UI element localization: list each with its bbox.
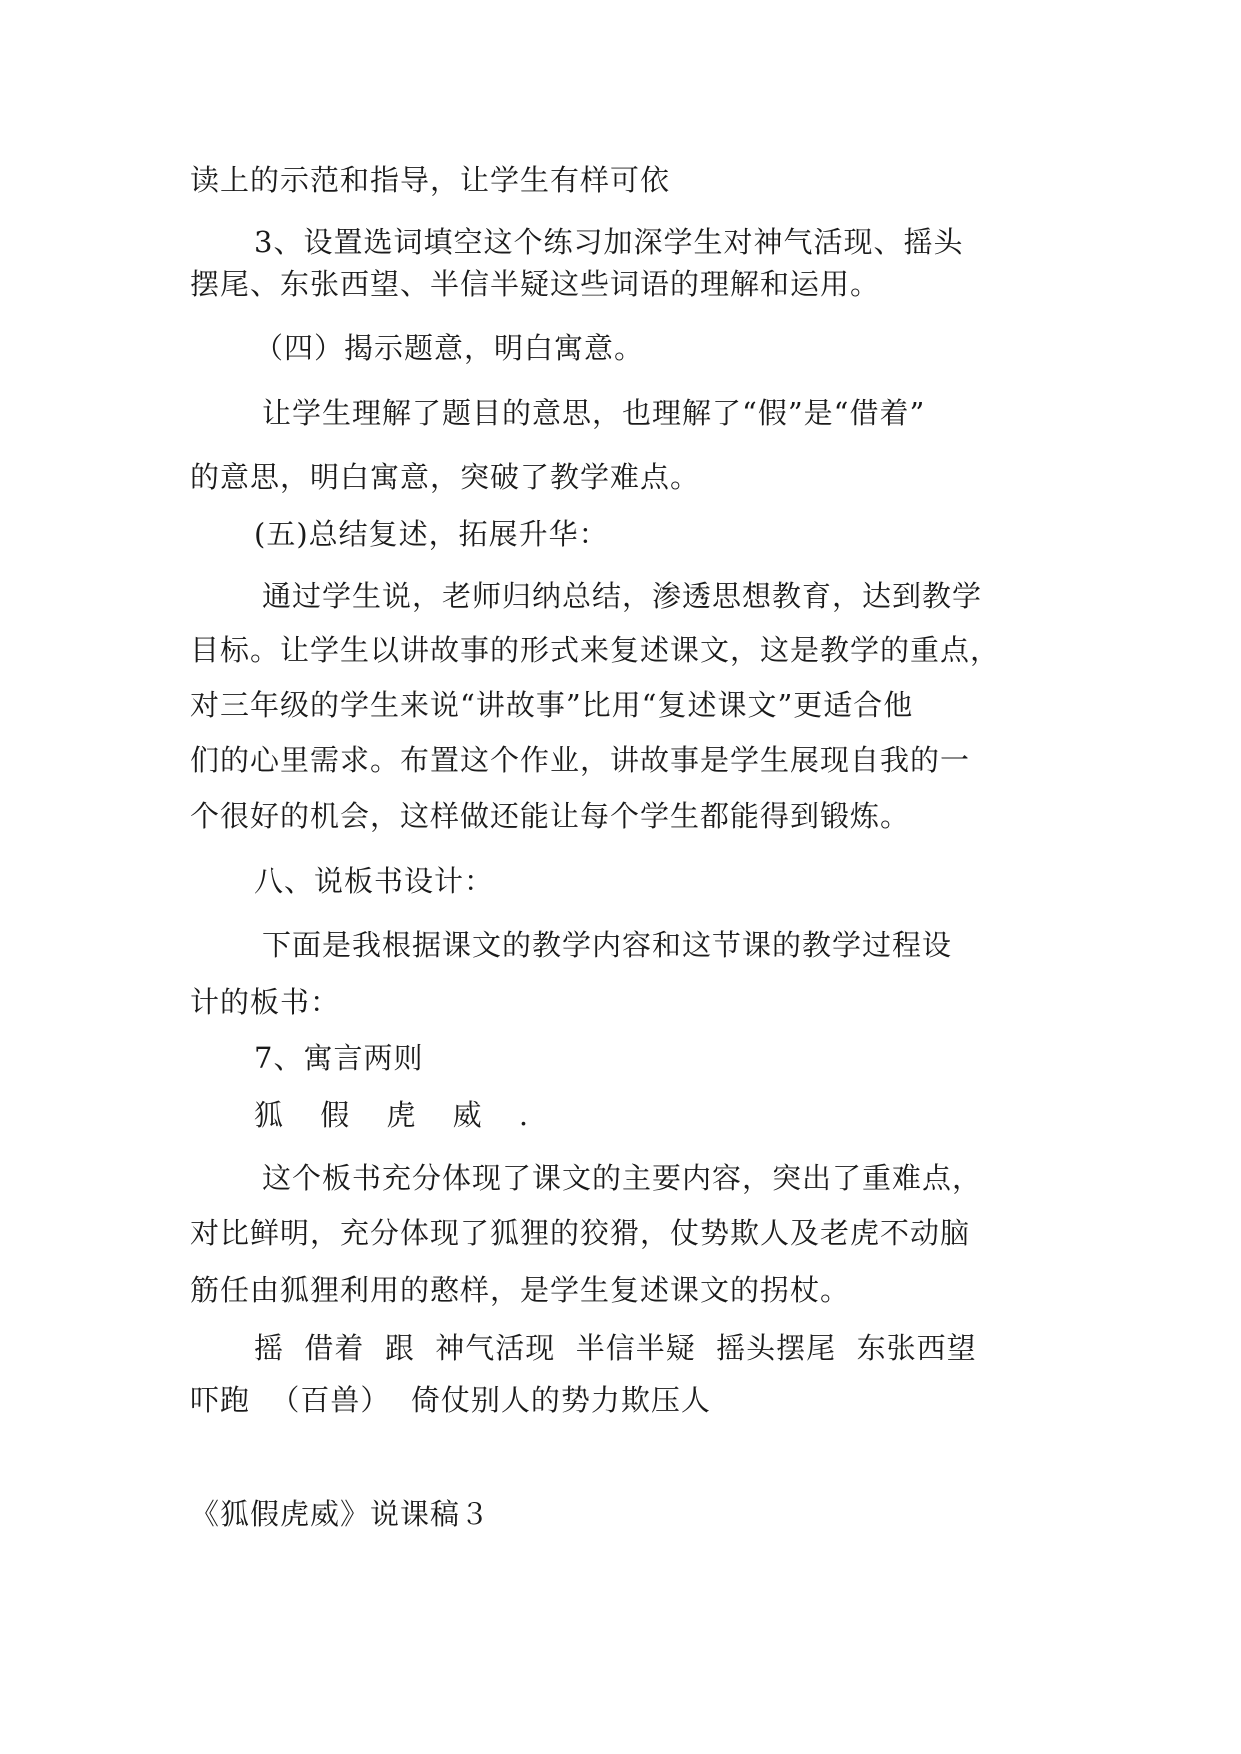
board-lesson-name: 狐 假 虎 威 . xyxy=(254,1098,543,1132)
section-heading-8: 八、说板书设计： xyxy=(254,864,495,898)
text-line-1: 读上的示范和指导，让学生有样可依 xyxy=(190,163,671,197)
board-keywords-2: 吓跑 （百兽） 倚仗别人的势力欺压人 xyxy=(190,1383,711,1417)
text-line-19: 对比鲜明，充分体现了狐狸的狡猾，仗势欺人及老虎不动脑 xyxy=(190,1216,971,1250)
board-title: 7、寓言两则 xyxy=(254,1041,424,1075)
text-line-2: 3、设置选词填空这个练习加深学生对神气活现、摇头 xyxy=(254,225,964,259)
text-line-6: 的意思，明白寓意，突破了教学难点。 xyxy=(190,460,701,494)
document-title: 《狐假虎威》说课稿３ xyxy=(190,1497,491,1531)
text-line-3: 摆尾、东张西望、半信半疑这些词语的理解和运用。 xyxy=(190,267,881,301)
section-heading-5: (五)总结复述，拓展升华： xyxy=(254,517,609,551)
text-line-9: 目标。让学生以讲故事的形式来复述课文，这是教学的重点， xyxy=(190,633,1001,667)
text-line-11: 们的心里需求。布置这个作业，讲故事是学生展现自我的一 xyxy=(190,743,971,777)
text-line-14: 下面是我根据课文的教学内容和这节课的教学过程设 xyxy=(262,928,953,962)
text-line-20: 筋任由狐狸利用的憨样，是学生复述课文的拐杖。 xyxy=(190,1273,851,1307)
board-keywords: 摇 借着 跟 神气活现 半信半疑 摇头摆尾 东张西望 xyxy=(254,1331,977,1365)
text-line-10: 对三年级的学生来说“讲故事”比用“复述课文”更适合他 xyxy=(190,688,914,722)
text-line-18: 这个板书充分体现了课文的主要内容，突出了重难点， xyxy=(262,1161,983,1195)
text-line-8: 通过学生说，老师归纳总结，渗透思想教育，达到教学 xyxy=(262,579,983,613)
section-heading-4: （四）揭示题意，明白寓意。 xyxy=(254,331,645,365)
text-line-5: 让学生理解了题目的意思，也理解了“假”是“借着” xyxy=(262,396,926,430)
text-line-12: 个很好的机会，这样做还能让每个学生都能得到锻炼。 xyxy=(190,799,911,833)
text-line-15: 计的板书： xyxy=(190,985,341,1019)
